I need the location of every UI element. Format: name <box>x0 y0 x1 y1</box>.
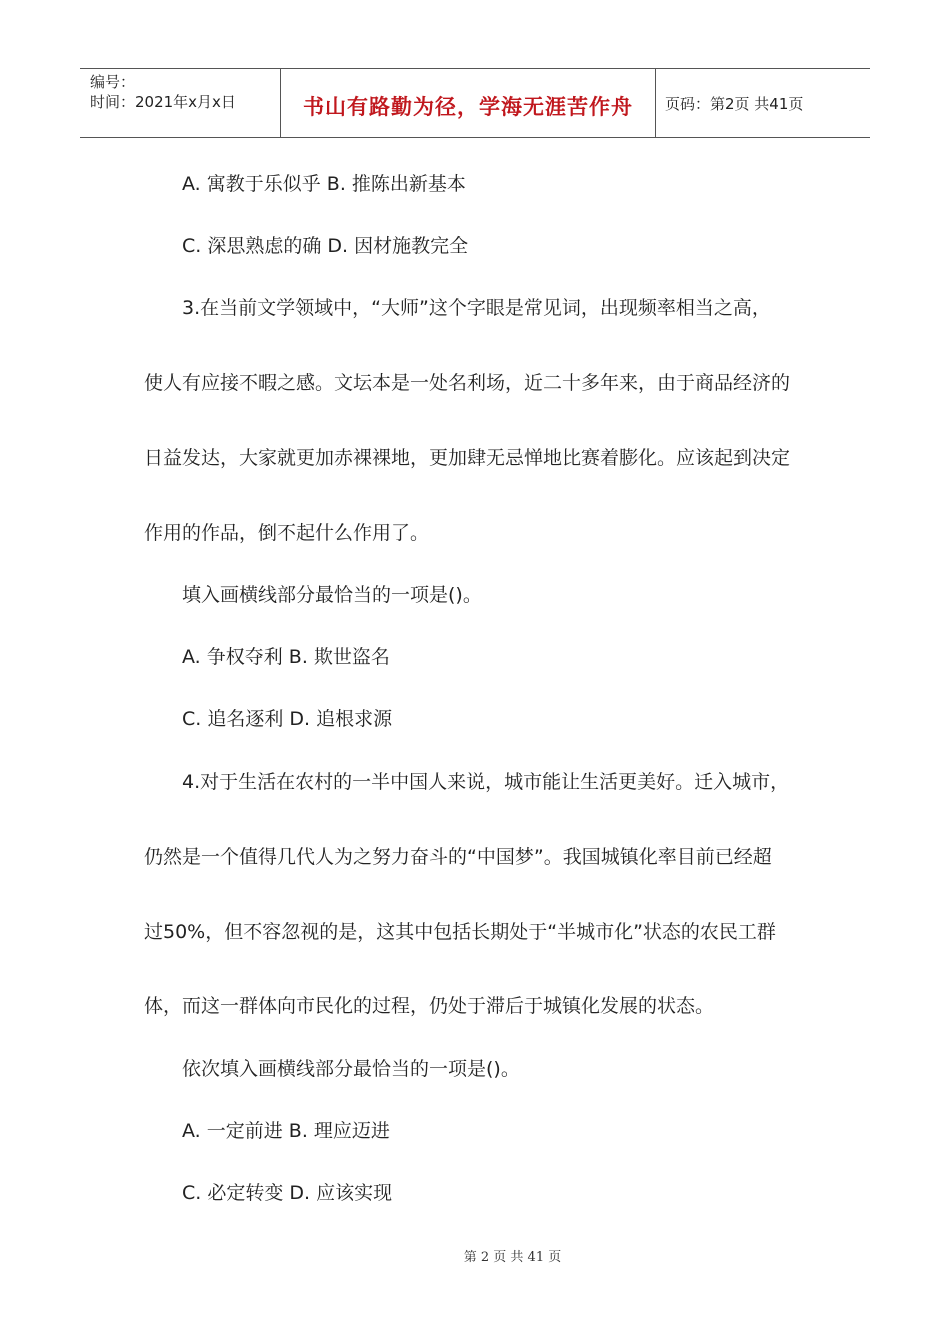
question-3-prompt: 填入画横线部分最恰当的一项是()。 <box>182 584 482 606</box>
question-3-line-2: 使人有应接不暇之感。文坛本是一处名利场，近二十多年来，由于商品经济的 <box>144 372 791 394</box>
question-3-line-4: 作用的作品，倒不起什么作用了。 <box>144 522 430 544</box>
header-page-cell <box>655 69 870 137</box>
option-line-ab-q2: A. 寓教于乐似乎 B. 推陈出新基本 <box>182 173 466 195</box>
question-3-line-3: 日益发达，大家就更加赤裸裸地，更加肆无忌惮地比赛着膨化。应该起到决定 <box>144 447 791 469</box>
doc-number-label: 编号： <box>90 73 136 91</box>
question-4-line-4: 体，而这一群体向市民化的过程，仍处于滞后于城镇化发展的状态。 <box>144 995 715 1017</box>
option-line-ab-q3: A. 争权夺利 B. 欺世盗名 <box>182 646 390 668</box>
question-4-prompt: 依次填入画横线部分最恰当的一项是()。 <box>182 1058 520 1080</box>
question-4-line-3: 过50%，但不容忽视的是，这其中包括长期处于“半城市化”状态的农民工群 <box>144 921 776 943</box>
page-footer: 第 2 页 共 41 页 <box>463 1250 562 1265</box>
option-line-cd-q4: C. 必定转变 D. 应该实现 <box>182 1182 393 1204</box>
doc-time-label: 时间：2021年x月x日 <box>90 93 236 111</box>
option-line-cd-q2: C. 深思熟虑的确 D. 因材施教完全 <box>182 235 469 257</box>
question-3-line-1: 3.在当前文学领域中，“大师”这个字眼是常见词，出现频率相当之高， <box>182 297 771 319</box>
question-4-line-1: 4.对于生活在农村的一半中国人来说，城市能让生活更美好。迁入城市， <box>182 771 790 793</box>
header-page-info: 页码：第2页 共41页 <box>665 95 804 113</box>
page-header <box>80 68 870 138</box>
header-motto: 书山有路勤为径，学海无涯苦作舟 <box>303 94 633 119</box>
option-line-ab-q4: A. 一定前进 B. 理应迈进 <box>182 1120 390 1142</box>
header-meta-cell <box>80 69 280 137</box>
option-line-cd-q3: C. 追名逐利 D. 追根求源 <box>182 708 393 730</box>
question-4-line-2: 仍然是一个值得几代人为之努力奋斗的“中国梦”。我国城镇化率目前已经超 <box>144 846 772 868</box>
header-motto-cell <box>280 69 656 137</box>
